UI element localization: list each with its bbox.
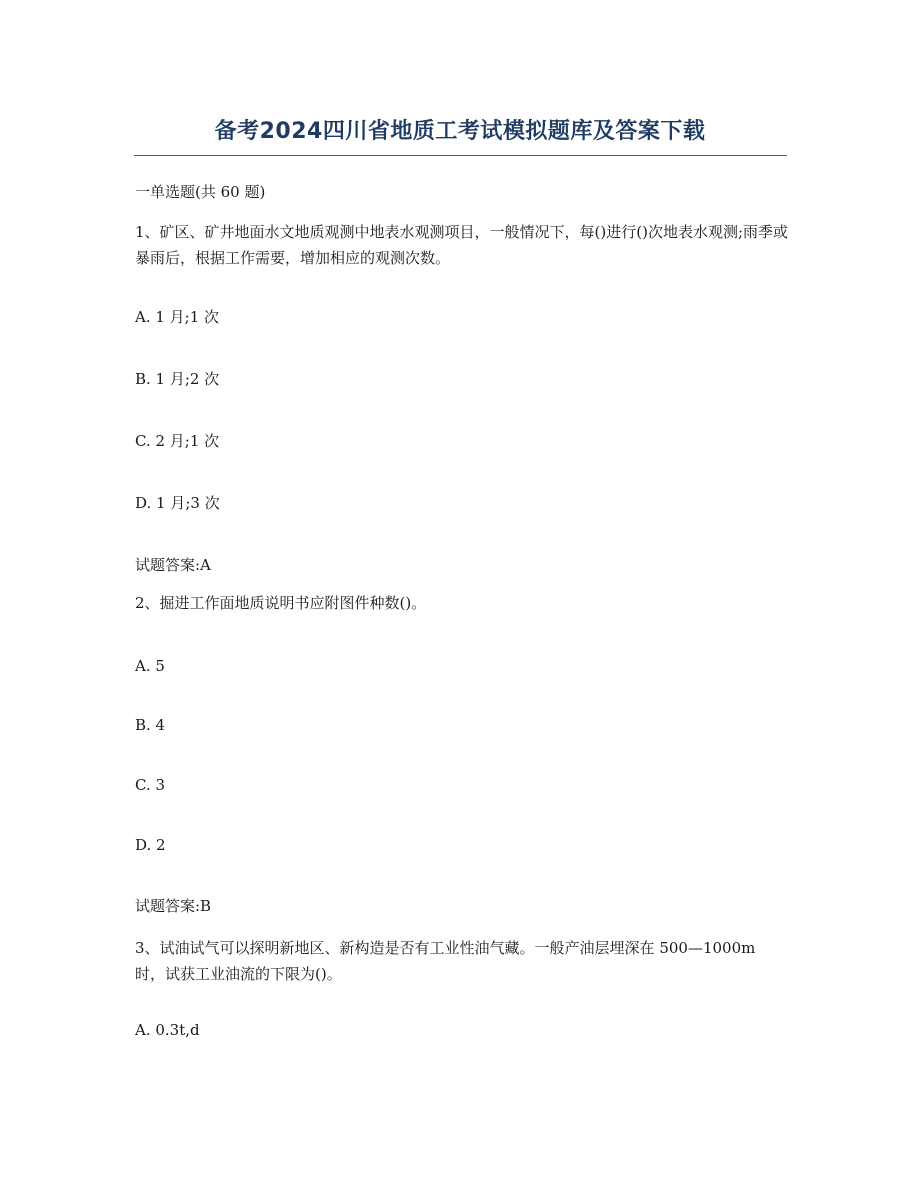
question-2-option-c: C. 3 — [135, 776, 166, 794]
question-1-text: 1、矿区、矿井地面水文地质观测中地表水观测项目，一般情况下，每()进行()次地表水观测;雨季或暴雨后，根据工作需要，增加相应的观测次数。 — [135, 223, 789, 267]
question-3-option-a: A. 0.3t,d — [135, 1021, 200, 1039]
question-1-option-a: A. 1 月;1 次 — [135, 308, 220, 326]
question-1-answer: 试题答案:A — [135, 556, 211, 574]
question-2-answer: 试题答案:B — [135, 897, 212, 915]
question-2-option-b: B. 4 — [135, 716, 166, 734]
question-1-option-d: D. 1 月;3 次 — [135, 494, 220, 512]
title-divider — [134, 155, 787, 156]
question-1-option-c: C. 2 月;1 次 — [135, 432, 220, 450]
question-2-option-a: A. 5 — [135, 657, 165, 675]
question-2-option-d: D. 2 — [135, 836, 166, 854]
question-3-text: 3、试油试气可以探明新地区、新构造是否有工业性油气藏。一般产油层埋深在 500—1000m 时，试获工业油流的下限为()。 — [135, 939, 756, 983]
document-title: 备考2024四川省地质工考试模拟题库及答案下载 — [214, 119, 706, 144]
question-2-text: 2、掘进工作面地质说明书应附图件种数()。 — [135, 594, 427, 612]
section-header: 一单选题(共 60 题) — [135, 183, 266, 201]
question-1-option-b: B. 1 月;2 次 — [135, 370, 220, 388]
